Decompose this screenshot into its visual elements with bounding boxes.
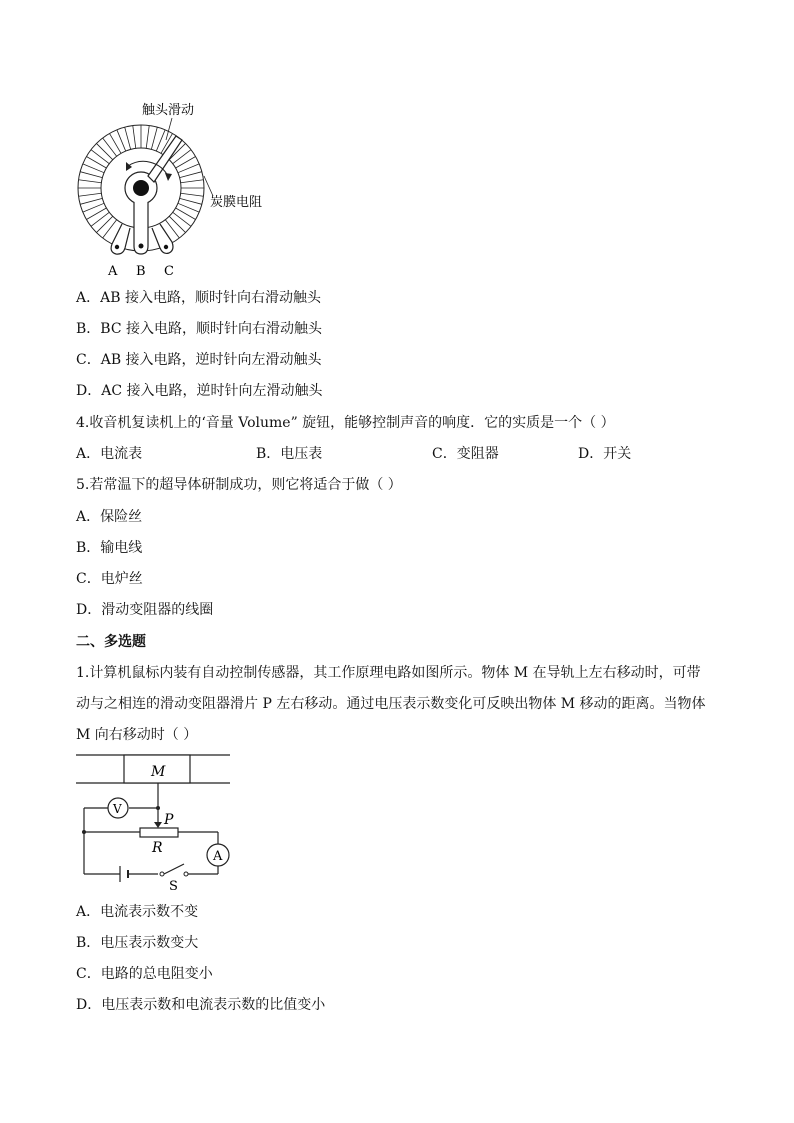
label-p: P [164,812,174,828]
slide-leader [166,118,172,140]
label-m: M [151,764,166,780]
q3-option-a: A．AB 接入电路，顺时针向右滑动触头 [76,290,321,306]
q4-stem: 4.收音机复读机上的‘音量 Volume” 旋钮，能够控制声音的响度．它的实质是一个（ ） [76,415,615,431]
mq1-option-b: B．电压表示数变大 [76,935,199,951]
label-terminal-a: A [108,264,118,279]
switch-contact-left [160,872,164,876]
q5-stem: 5.若常温下的超导体研制成功，则它将适合于做（ ） [76,477,402,493]
mq1-stem-line2: 动与之相连的滑动变阻器滑片 P 左右移动。通过电压表示数变化可反映出物体 M 移动的距离。当物体 [76,696,706,712]
hatch-line [103,138,117,156]
hatch-line [173,212,191,226]
q3-option-b: B．BC 接入电路，顺时针向右滑动触头 [76,321,322,337]
circuit-figure [74,750,244,895]
mq1-stem-line1: 1.计算机鼠标内装有自动控制传感器，其工作原理电路如图所示。物体 M 在导轨上左右移动时，可带 [76,665,701,681]
label-terminal-c: C [164,264,174,279]
shaft-dot [133,180,149,196]
q4-option-d: D．开关 [578,446,632,462]
mq1-stem-line3: M 向右移动时（ ） [76,727,198,743]
resistor-r [140,828,178,837]
hatch-line [103,220,117,238]
label-a: A [213,849,223,864]
mq1-option-d: D．电压表示数和电流表示数的比值变小 [76,997,326,1013]
switch-blade [164,864,184,874]
q4-option-a: A．电流表 [76,446,143,462]
q5-option-b: B．输电线 [76,540,143,556]
terminal-c-hole [164,245,168,249]
hatch-line [91,150,109,164]
section-title: 二、多选题 [76,634,146,650]
label-s: S [169,879,178,894]
hatch-line [91,212,109,226]
terminal-b-hole [139,244,144,249]
terminal-a-hole [115,245,119,249]
q5-option-c: C．电炉丝 [76,571,143,587]
hatch-line [133,126,136,149]
hatch-line [169,216,185,232]
junction-top [156,806,160,810]
label-r: R [152,840,163,856]
carbon-leader [204,176,213,196]
hatch-line [146,126,149,149]
mq1-option-a: A．电流表示数不变 [76,904,199,920]
label-slide: 触头滑动 [142,103,195,118]
hatch-line [96,143,112,159]
label-terminal-b: B [136,264,146,279]
slider-arrow-icon [154,822,162,828]
hatch-line [96,216,112,232]
q3-option-d: D．AC 接入电路，逆时针向左滑动触头 [76,383,323,399]
label-carbon: 炭膜电阻 [210,195,263,210]
hatch-line [125,127,131,149]
hatch-line [180,198,202,204]
potentiometer-figure [70,96,310,281]
hatch-line [80,198,102,204]
q4-option-c: C．变阻器 [432,446,499,462]
hatch-line [79,180,102,183]
hatch-line [173,150,191,164]
label-v: V [113,802,122,816]
q5-option-a: A．保险丝 [76,509,143,525]
q3-option-c: C．AB 接入电路，逆时针向左滑动触头 [76,352,322,368]
hatch-line [181,193,204,196]
switch-contact-right [184,872,188,876]
hatch-line [180,172,202,178]
q5-option-d: D．滑动变阻器的线圈 [76,602,214,618]
hatch-line [151,127,157,149]
hatch-line [79,193,102,196]
junction-left [82,830,86,834]
hatch-line [80,172,102,178]
mq1-option-c: C．电路的总电阻变小 [76,966,213,982]
q4-option-b: B．电压表 [256,446,323,462]
hatch-line [181,180,204,183]
